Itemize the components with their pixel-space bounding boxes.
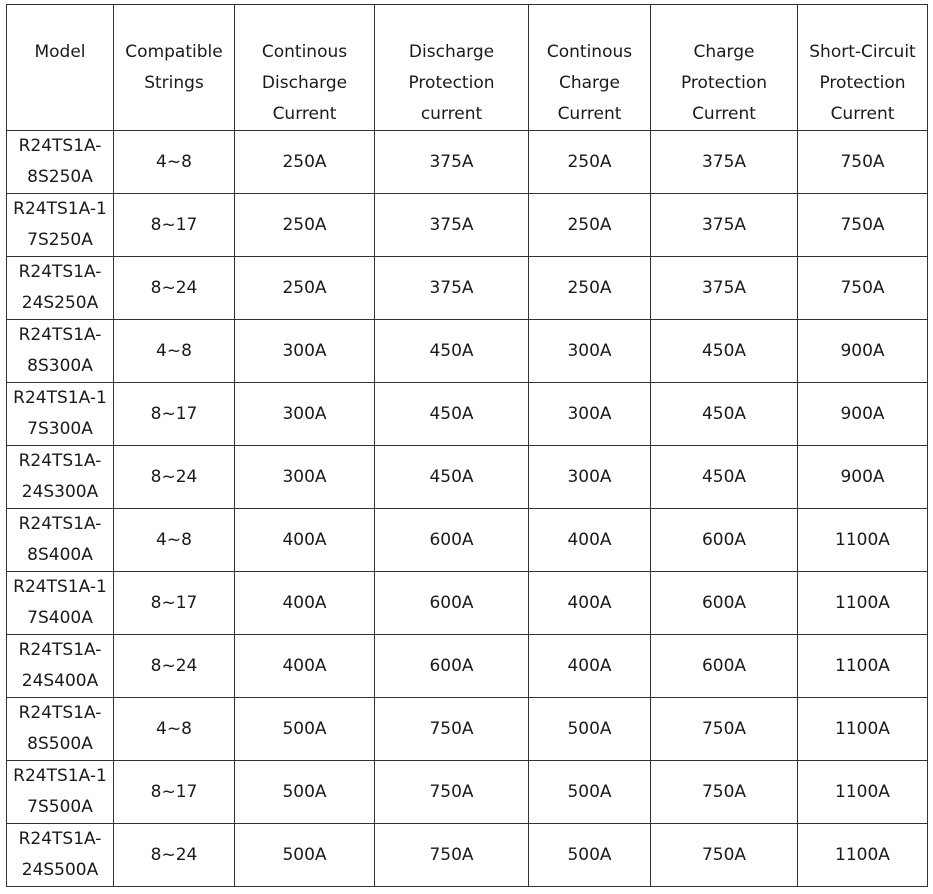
- cell-short-circuit-protection-current: 900A: [798, 446, 928, 509]
- cell-short-circuit-protection-current: 1100A: [798, 572, 928, 635]
- model-line: 7S250A: [27, 230, 93, 250]
- cell-charge-protection-current: 750A: [651, 824, 798, 887]
- model-line: 8S300A: [27, 356, 93, 376]
- cell-model: [7, 572, 114, 635]
- cell-continous-charge-current: 500A: [529, 698, 651, 761]
- cell-discharge-protection-current: 450A: [375, 383, 529, 446]
- model-line: R24TS1A-: [18, 640, 102, 660]
- table-row: [7, 635, 928, 698]
- table-row: [7, 383, 928, 446]
- cell-continous-discharge-current: 300A: [235, 383, 375, 446]
- cell-model: [7, 509, 114, 572]
- header-short-circuit-protection-current: [798, 5, 928, 131]
- cell-model: [7, 761, 114, 824]
- cell-continous-charge-current: 250A: [529, 131, 651, 194]
- model-line: R24TS1A-: [18, 262, 102, 282]
- cell-continous-charge-current: 250A: [529, 257, 651, 320]
- cell-continous-charge-current: 400A: [529, 509, 651, 572]
- cell-discharge-protection-current: 750A: [375, 761, 529, 824]
- cell-continous-charge-current: 400A: [529, 572, 651, 635]
- header-line: Current: [830, 104, 895, 124]
- table-row: [7, 572, 928, 635]
- model-line: 8S250A: [27, 167, 93, 187]
- cell-continous-discharge-current: 300A: [235, 446, 375, 509]
- header-continous-discharge-current: [235, 5, 375, 131]
- cell-short-circuit-protection-current: 900A: [798, 320, 928, 383]
- cell-charge-protection-current: 600A: [651, 572, 798, 635]
- table-row: [7, 761, 928, 824]
- cell-discharge-protection-current: 750A: [375, 698, 529, 761]
- model-line: 8S400A: [27, 545, 93, 565]
- cell-charge-protection-current: 750A: [651, 761, 798, 824]
- cell-discharge-protection-current: 750A: [375, 824, 529, 887]
- model-line: R24TS1A-: [18, 451, 102, 471]
- header-line: Protection: [680, 73, 767, 93]
- cell-short-circuit-protection-current: 900A: [798, 383, 928, 446]
- table-row: [7, 194, 928, 257]
- cell-continous-discharge-current: 500A: [235, 761, 375, 824]
- model-line: R24TS1A-: [18, 829, 102, 849]
- table-row: [7, 446, 928, 509]
- cell-discharge-protection-current: 600A: [375, 572, 529, 635]
- model-line: 24S500A: [21, 860, 99, 880]
- cell-model: [7, 383, 114, 446]
- cell-continous-charge-current: 300A: [529, 320, 651, 383]
- cell-discharge-protection-current: 375A: [375, 194, 529, 257]
- cell-model: [7, 131, 114, 194]
- cell-model: [7, 194, 114, 257]
- model-line: R24TS1A-: [18, 514, 102, 534]
- header-model: [7, 5, 114, 131]
- header-line: Charge: [558, 73, 620, 93]
- header-line: Strings: [144, 73, 204, 93]
- model-line: 24S250A: [21, 293, 99, 313]
- header-line: Charge: [693, 42, 755, 62]
- model-line: R24TS1A-1: [13, 577, 107, 597]
- table-row: [7, 509, 928, 572]
- model-line: 24S400A: [21, 671, 99, 691]
- cell-compatible-strings: 8~17: [114, 761, 235, 824]
- header-line: current: [420, 104, 483, 124]
- header-line: Current: [557, 104, 622, 124]
- header-line: Current: [692, 104, 756, 124]
- cell-model: [7, 824, 114, 887]
- cell-charge-protection-current: 450A: [651, 446, 798, 509]
- cell-discharge-protection-current: 450A: [375, 446, 529, 509]
- cell-continous-discharge-current: 400A: [235, 509, 375, 572]
- cell-compatible-strings: 8~17: [114, 194, 235, 257]
- cell-model: [7, 257, 114, 320]
- cell-discharge-protection-current: 450A: [375, 320, 529, 383]
- cell-model: [7, 320, 114, 383]
- cell-continous-charge-current: 300A: [529, 383, 651, 446]
- cell-continous-discharge-current: 300A: [235, 320, 375, 383]
- cell-continous-charge-current: 500A: [529, 824, 651, 887]
- cell-short-circuit-protection-current: 1100A: [798, 761, 928, 824]
- cell-compatible-strings: 4~8: [114, 698, 235, 761]
- header-line: Short-Circuit: [809, 42, 916, 62]
- spec-table-wrapper: [6, 4, 928, 887]
- model-line: 8S500A: [27, 734, 93, 754]
- cell-continous-charge-current: 500A: [529, 761, 651, 824]
- table-row: [7, 257, 928, 320]
- table-row: [7, 824, 928, 887]
- cell-compatible-strings: 4~8: [114, 509, 235, 572]
- cell-compatible-strings: 8~17: [114, 572, 235, 635]
- header-compatible-strings: [114, 5, 235, 131]
- cell-discharge-protection-current: 375A: [375, 257, 529, 320]
- cell-charge-protection-current: 750A: [651, 698, 798, 761]
- model-line: R24TS1A-: [18, 136, 102, 156]
- table-body: [7, 131, 928, 887]
- table-row: [7, 320, 928, 383]
- cell-discharge-protection-current: 600A: [375, 635, 529, 698]
- cell-charge-protection-current: 375A: [651, 257, 798, 320]
- cell-model: [7, 698, 114, 761]
- cell-continous-discharge-current: 500A: [235, 698, 375, 761]
- header-line: Protection: [819, 73, 906, 93]
- model-line: R24TS1A-1: [13, 199, 107, 219]
- bms-spec-table: [6, 4, 928, 887]
- model-line: R24TS1A-1: [13, 766, 107, 786]
- cell-continous-discharge-current: 400A: [235, 572, 375, 635]
- cell-compatible-strings: 4~8: [114, 320, 235, 383]
- cell-charge-protection-current: 600A: [651, 635, 798, 698]
- model-line: 7S400A: [27, 608, 93, 628]
- header-line: Compatible: [125, 42, 223, 62]
- model-line: R24TS1A-: [18, 325, 102, 345]
- cell-short-circuit-protection-current: 1100A: [798, 509, 928, 572]
- cell-continous-discharge-current: 250A: [235, 257, 375, 320]
- cell-compatible-strings: 4~8: [114, 131, 235, 194]
- cell-charge-protection-current: 600A: [651, 509, 798, 572]
- cell-charge-protection-current: 375A: [651, 194, 798, 257]
- model-line: R24TS1A-: [18, 703, 102, 723]
- cell-continous-discharge-current: 400A: [235, 635, 375, 698]
- header-line: Discharge: [261, 73, 348, 93]
- cell-short-circuit-protection-current: 1100A: [798, 635, 928, 698]
- model-line: 7S500A: [27, 797, 93, 817]
- cell-compatible-strings: 8~24: [114, 257, 235, 320]
- cell-compatible-strings: 8~24: [114, 635, 235, 698]
- cell-discharge-protection-current: 600A: [375, 509, 529, 572]
- header-line: Model: [34, 42, 86, 62]
- header-line: Protection: [408, 73, 495, 93]
- cell-compatible-strings: 8~24: [114, 446, 235, 509]
- cell-charge-protection-current: 375A: [651, 131, 798, 194]
- cell-short-circuit-protection-current: 750A: [798, 131, 928, 194]
- cell-charge-protection-current: 450A: [651, 383, 798, 446]
- cell-charge-protection-current: 450A: [651, 320, 798, 383]
- cell-discharge-protection-current: 375A: [375, 131, 529, 194]
- model-line: 24S300A: [21, 482, 99, 502]
- header-charge-protection-current: [651, 5, 798, 131]
- header-line: Current: [272, 104, 337, 124]
- header-line: Continous: [546, 42, 633, 62]
- table-row: [7, 698, 928, 761]
- cell-continous-charge-current: 400A: [529, 635, 651, 698]
- header-line: Discharge: [408, 42, 495, 62]
- header-continous-charge-current: [529, 5, 651, 131]
- cell-short-circuit-protection-current: 1100A: [798, 698, 928, 761]
- table-row: [7, 131, 928, 194]
- cell-continous-charge-current: 300A: [529, 446, 651, 509]
- cell-compatible-strings: 8~24: [114, 824, 235, 887]
- cell-short-circuit-protection-current: 750A: [798, 194, 928, 257]
- model-line: R24TS1A-1: [13, 388, 107, 408]
- cell-continous-discharge-current: 250A: [235, 194, 375, 257]
- cell-short-circuit-protection-current: 1100A: [798, 824, 928, 887]
- cell-model: [7, 446, 114, 509]
- model-line: 7S300A: [27, 419, 93, 439]
- cell-compatible-strings: 8~17: [114, 383, 235, 446]
- cell-continous-discharge-current: 500A: [235, 824, 375, 887]
- header-discharge-protection-current: [375, 5, 529, 131]
- header-row: [7, 5, 928, 131]
- cell-continous-charge-current: 250A: [529, 194, 651, 257]
- cell-short-circuit-protection-current: 750A: [798, 257, 928, 320]
- cell-model: [7, 635, 114, 698]
- cell-continous-discharge-current: 250A: [235, 131, 375, 194]
- header-line: Continous: [261, 42, 348, 62]
